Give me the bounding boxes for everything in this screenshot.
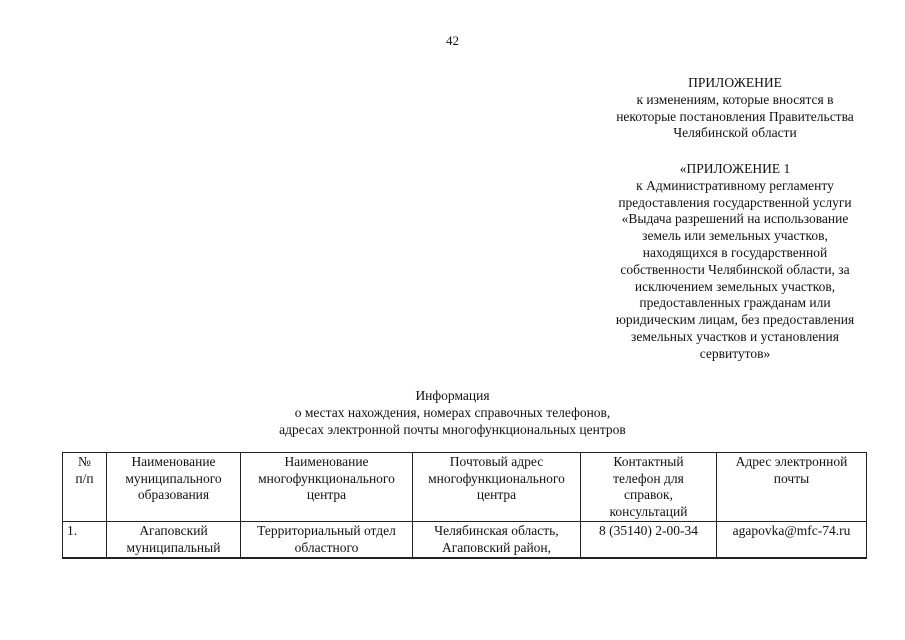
regulation-appendix-title: «ПРИЛОЖЕНИЕ 1 [679, 161, 791, 176]
cell-center-name [241, 522, 413, 558]
header-line: почты [773, 470, 810, 486]
header-phone [581, 453, 717, 522]
cell-line: 1. [67, 523, 78, 538]
cell-line: Агаповский [139, 523, 208, 538]
header-line: многофункционального [258, 470, 395, 486]
header-line: муниципального [125, 470, 222, 486]
info-heading [0, 388, 905, 438]
header-line: Контактный [613, 454, 684, 469]
mfc-table [62, 452, 867, 558]
header-center-name [241, 453, 413, 522]
appendix-line: некоторые постановления Правительства [616, 108, 854, 124]
header-line: Почтовый адрес [449, 454, 544, 469]
regulation-appendix-line: собственности Челябинской области, за [620, 261, 850, 277]
info-heading-line: о местах нахождения, номерах справочных телефонов, [294, 404, 611, 420]
regulation-appendix-line: исключением земельных участков, [634, 278, 836, 294]
cell-phone [581, 522, 717, 558]
header-line: п/п [75, 470, 94, 486]
cell-line: областного [294, 539, 359, 555]
appendix-line: Челябинской области [673, 125, 797, 141]
regulation-appendix-line: земель или земельных участков, [642, 228, 828, 244]
cell-line: муниципальный [126, 539, 221, 555]
regulation-appendix-line: земельных участков и установления [631, 328, 839, 344]
cell-municipality [107, 522, 241, 558]
regulation-appendix-line: сервитутов» [699, 345, 771, 361]
regulation-appendix-line: предоставленных гражданам или [639, 295, 831, 311]
cell-line: 8 (35140) 2-00-34 [599, 523, 698, 538]
header-line: центра [476, 487, 517, 502]
header-line: консультаций [609, 503, 688, 519]
header-line: Наименование [131, 454, 216, 469]
appendix-heading-block [590, 75, 880, 142]
cell-number [63, 522, 107, 558]
header-postal-address [413, 453, 581, 522]
page-number: 42 [446, 33, 459, 48]
cell-line: Территориальный отдел [257, 523, 396, 538]
regulation-appendix-line: юридическим лицам, без предоставления [615, 312, 855, 328]
table-header-row [63, 453, 867, 522]
header-municipality [107, 453, 241, 522]
header-line: телефон для [613, 470, 684, 486]
header-line: Адрес электронной [735, 454, 848, 469]
cell-line: Челябинская область, [434, 523, 559, 538]
regulation-appendix-line: к Административному регламенту [636, 177, 834, 193]
header-line: многофункционального [428, 470, 565, 486]
regulation-appendix-block [590, 161, 880, 363]
header-line: Наименование [284, 454, 369, 469]
header-line: справок, [624, 487, 673, 502]
cell-email [717, 522, 867, 558]
header-number [63, 453, 107, 522]
table-bottom-rule [62, 558, 867, 559]
cell-line: agapovka@mfc-74.ru [732, 523, 851, 538]
cell-line: Агаповский район, [441, 539, 552, 555]
header-line: № [78, 454, 91, 469]
header-email [717, 453, 867, 522]
cell-postal-address [413, 522, 581, 558]
appendix-title: ПРИЛОЖЕНИЕ [688, 75, 782, 90]
header-line: образования [137, 487, 210, 502]
info-heading-line: адресах электронной почты многофункциональных центров [279, 421, 626, 437]
regulation-appendix-line: предоставления государственной услуги [618, 194, 852, 210]
table-row [63, 522, 867, 558]
appendix-line: к изменениям, которые вносятся в [636, 91, 834, 107]
header-line: центра [306, 487, 347, 502]
info-heading-title: Информация [415, 388, 490, 403]
regulation-appendix-line: находящихся в государственной [642, 244, 828, 260]
regulation-appendix-line: «Выдача разрешений на использование [621, 211, 849, 227]
